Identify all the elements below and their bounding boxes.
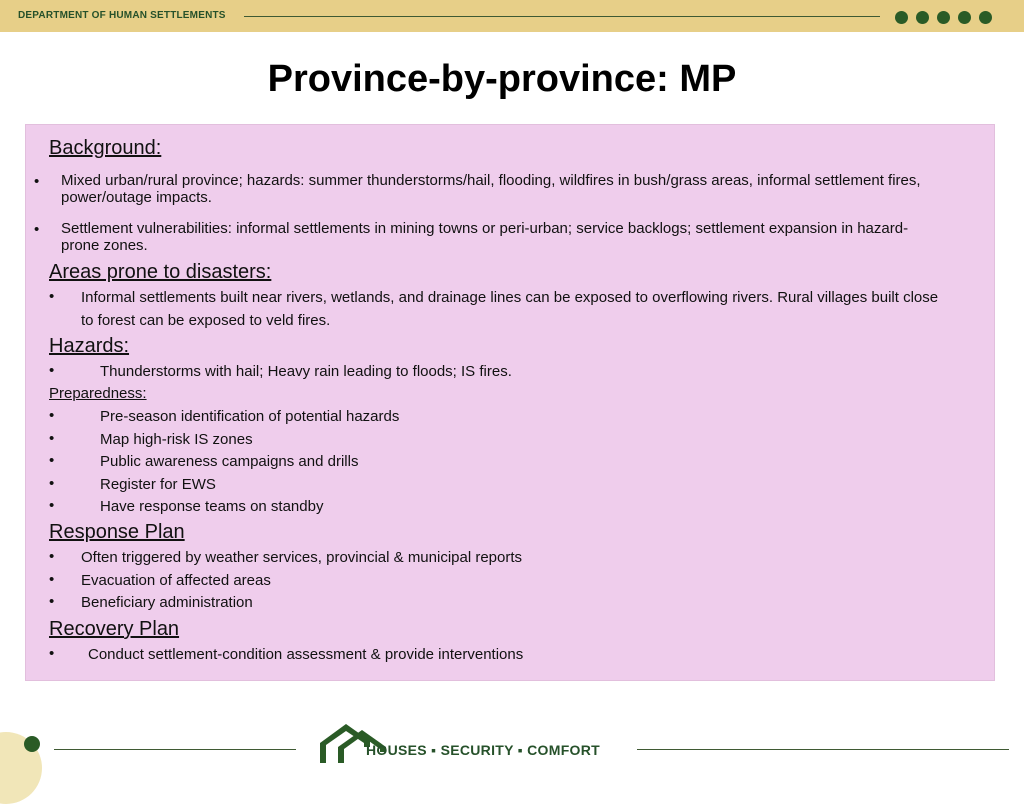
preparedness-item: Register for EWS bbox=[100, 476, 216, 493]
hazards-heading: Hazards: bbox=[49, 335, 130, 357]
content-box bbox=[25, 124, 995, 681]
response-item: Beneficiary administration bbox=[81, 594, 253, 611]
areas-heading: Areas prone to disasters: bbox=[49, 261, 272, 283]
header-bar bbox=[0, 0, 1024, 32]
department-name: DEPARTMENT OF HUMAN SETTLEMENTS bbox=[18, 10, 226, 21]
text-line: power/outage impacts. bbox=[61, 189, 212, 206]
areas-line: to forest can be exposed to veld fires. bbox=[81, 312, 331, 329]
text-line: Mixed urban/rural province; hazards: summer thunderstorms/hail, flooding, wildfires in bush/grass areas, informal settlement fires, bbox=[61, 172, 921, 189]
response-item: Often triggered by weather services, provincial & municipal reports bbox=[81, 549, 523, 566]
bullet-marker: • bbox=[49, 452, 55, 469]
bullet-marker: • bbox=[49, 497, 55, 514]
areas-line: Informal settlements built near rivers, wetlands, and drainage lines can be exposed to overflowing rivers. Rural villages built close bbox=[81, 289, 939, 306]
bullet-marker: • bbox=[49, 548, 55, 565]
background-item bbox=[61, 172, 921, 206]
header-dot bbox=[958, 11, 971, 24]
text-line: Settlement vulnerabilities: informal settlements in mining towns or peri-urban; service backlogs; settlement expansion in hazard- bbox=[61, 220, 909, 237]
bullet-marker: • bbox=[49, 362, 55, 379]
header-dot bbox=[916, 11, 929, 24]
recovery-heading: Recovery Plan bbox=[49, 618, 180, 640]
preparedness-item: Have response teams on standby bbox=[100, 498, 324, 515]
slide-title: Province-by-province: MP bbox=[267, 58, 737, 100]
background-item bbox=[61, 220, 908, 254]
bullet-marker: • bbox=[49, 645, 55, 662]
preparedness-item: Map high-risk IS zones bbox=[100, 431, 253, 448]
bullet-marker: • bbox=[34, 221, 40, 238]
header-divider bbox=[244, 16, 880, 17]
footer-dot bbox=[24, 736, 40, 752]
response-heading: Response Plan bbox=[49, 521, 185, 543]
preparedness-item: Pre-season identification of potential hazards bbox=[100, 408, 400, 425]
footer-divider-right bbox=[637, 749, 1009, 750]
background-heading: Background: bbox=[49, 137, 162, 159]
header-dot bbox=[895, 11, 908, 24]
bullet-marker: • bbox=[49, 430, 55, 447]
bullet-marker: • bbox=[49, 571, 55, 588]
response-item: Evacuation of affected areas bbox=[81, 572, 271, 589]
bullet-marker: • bbox=[49, 475, 55, 492]
header-dots bbox=[895, 11, 992, 24]
footer-tagline: HOUSES ▪ SECURITY ▪ COMFORT bbox=[366, 742, 601, 758]
bullet-marker: • bbox=[49, 288, 55, 305]
recovery-item: Conduct settlement-condition assessment & provide interventions bbox=[88, 646, 524, 663]
preparedness-item: Public awareness campaigns and drills bbox=[100, 453, 359, 470]
bullet-marker: • bbox=[49, 593, 55, 610]
bullet-marker: • bbox=[49, 407, 55, 424]
header-dot bbox=[979, 11, 992, 24]
bullet-marker: • bbox=[34, 173, 40, 190]
text-line: prone zones. bbox=[61, 237, 148, 254]
footer-divider-left bbox=[54, 749, 296, 750]
header-dot bbox=[937, 11, 950, 24]
hazards-item: Thunderstorms with hail; Heavy rain leading to floods; IS fires. bbox=[100, 363, 512, 380]
preparedness-heading: Preparedness: bbox=[49, 385, 147, 402]
